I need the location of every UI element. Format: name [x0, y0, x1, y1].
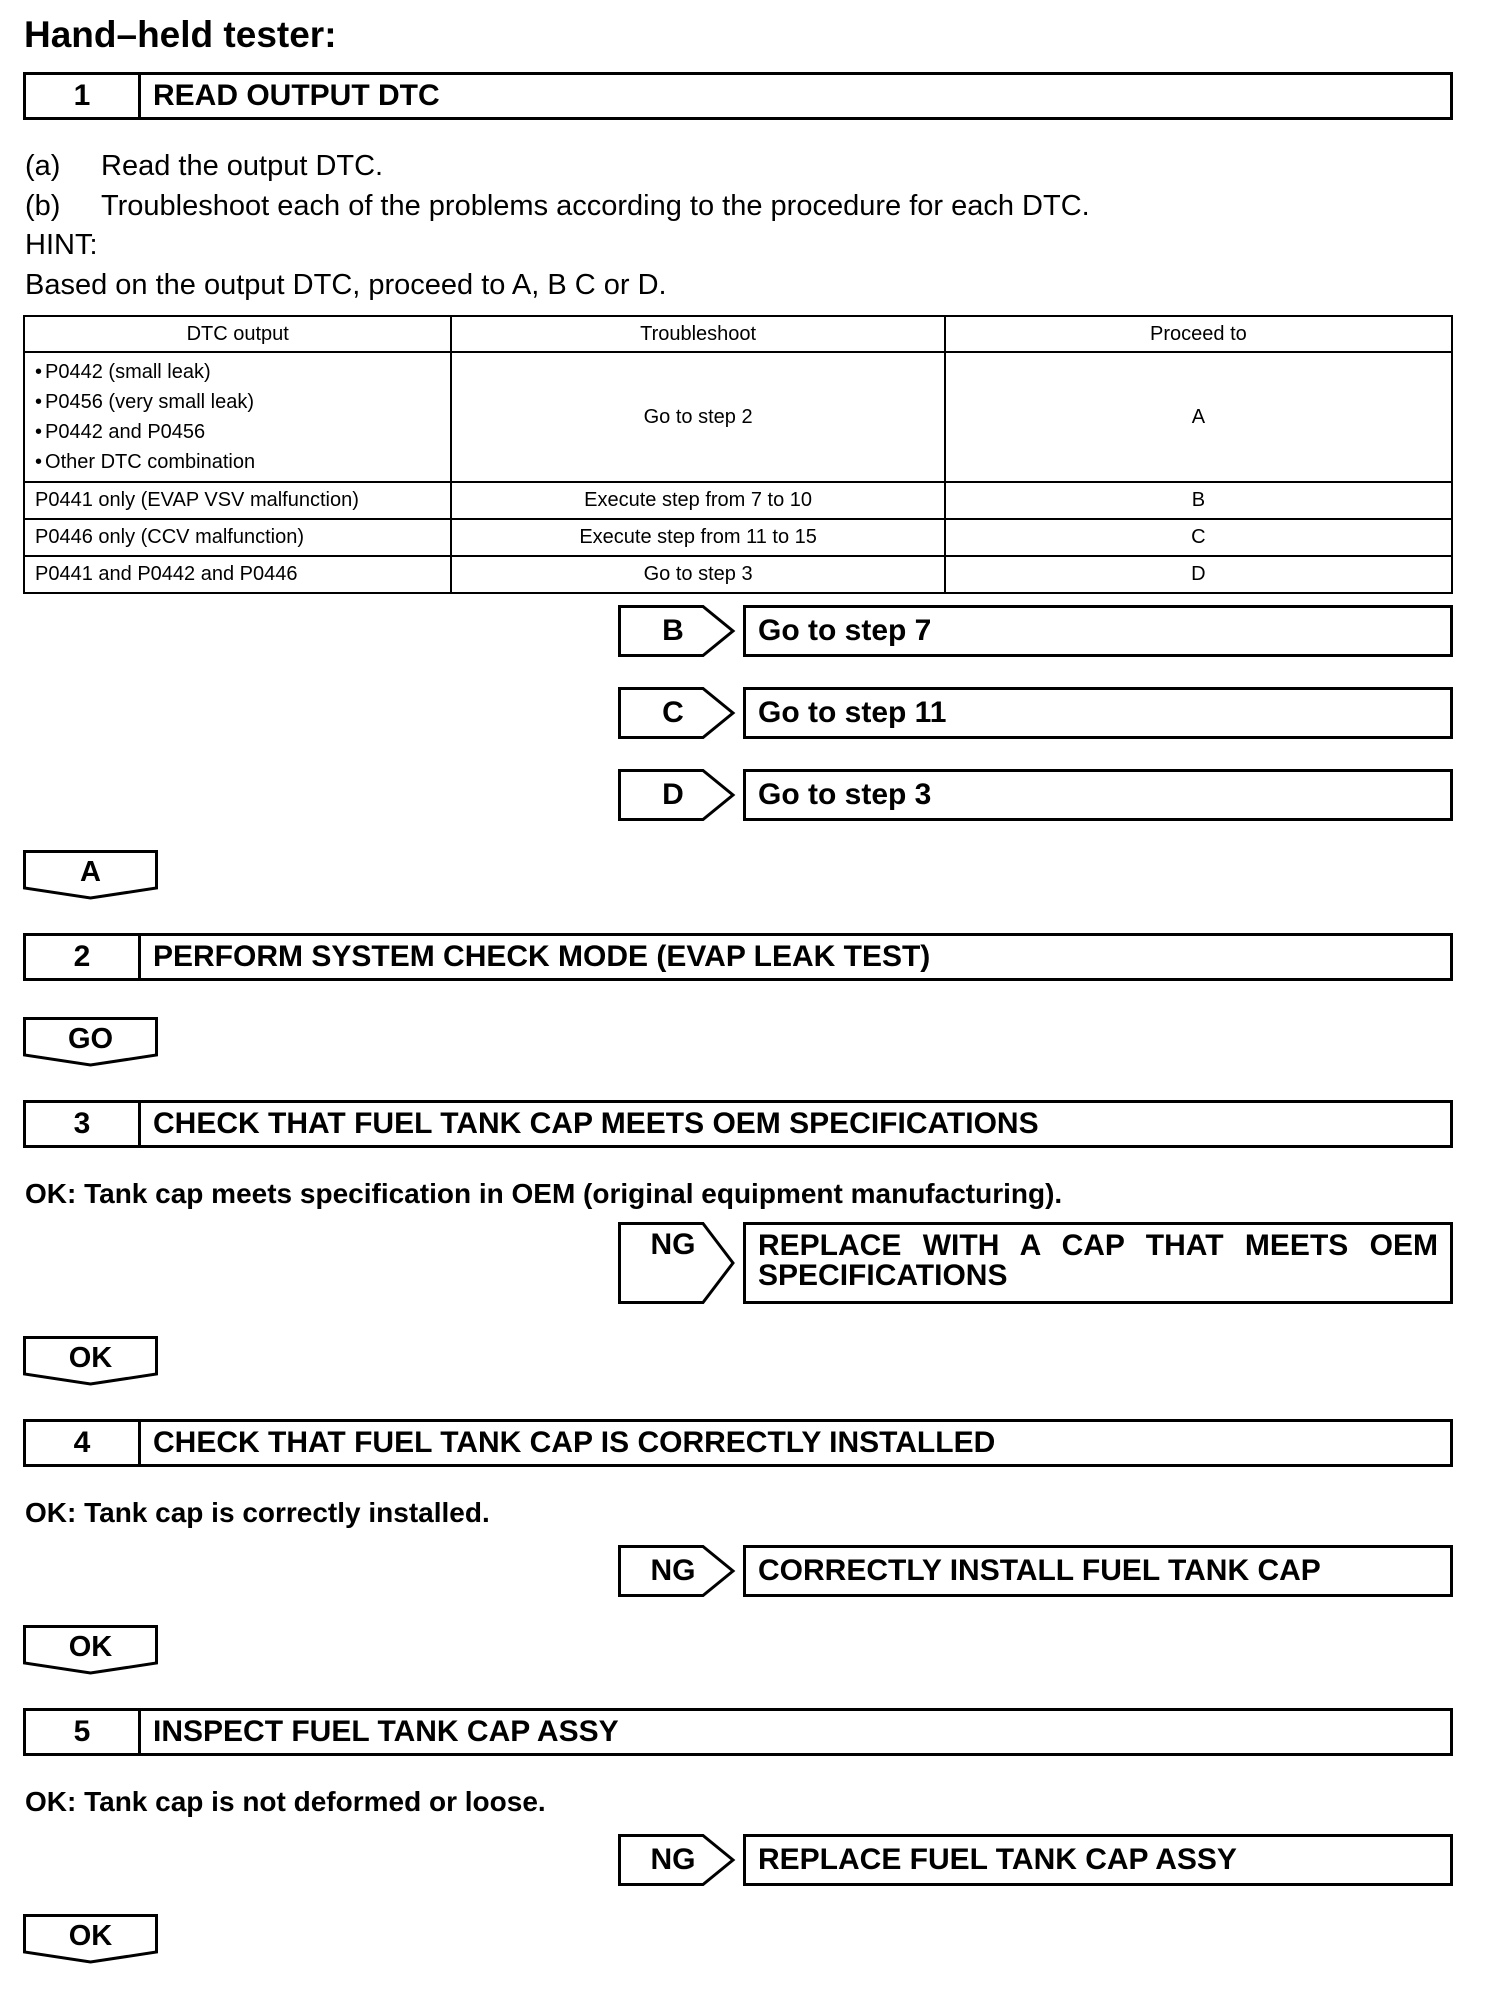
branch-result: CORRECTLY INSTALL FUEL TANK CAP	[743, 1545, 1453, 1597]
table-cell-dtc: P0441 and P0442 and P0446	[24, 556, 451, 593]
branch-c	[618, 687, 1453, 739]
branch-b	[618, 605, 1453, 657]
down-label: GO	[67, 1023, 114, 1055]
step-number: 3	[26, 1103, 141, 1145]
down-arrow-a	[23, 850, 158, 900]
ok-criteria: OK: Tank cap is correctly installed.	[25, 1497, 490, 1528]
table-header: Proceed to	[945, 316, 1452, 352]
down-label: OK	[68, 1342, 113, 1374]
instruction-label: (b)	[25, 190, 61, 222]
table-cell-proceed: C	[945, 519, 1452, 556]
branch-label: C	[662, 696, 684, 729]
ok-criteria: OK: Tank cap meets specification in OEM (original equipment manufacturing).	[25, 1178, 1063, 1209]
branch-ng	[618, 1545, 1453, 1597]
instruction-a	[25, 150, 383, 183]
table-header: DTC output	[24, 316, 451, 352]
table-cell-troubleshoot: Go to step 3	[451, 556, 944, 593]
branch-label: NG	[650, 1228, 696, 1261]
instruction-text: Read the output DTC.	[101, 150, 384, 182]
down-label: A	[80, 856, 101, 888]
step-title: CHECK THAT FUEL TANK CAP IS CORRECTLY INSTALLED	[153, 1426, 996, 1459]
dtc-bullet: • P0456 (very small leak)	[35, 387, 440, 417]
table-cell-troubleshoot: Execute step from 11 to 15	[451, 519, 944, 556]
branch-label: D	[662, 778, 684, 811]
step-number: 2	[26, 936, 141, 978]
branch-label: B	[662, 614, 684, 647]
down-label: OK	[68, 1631, 113, 1663]
down-arrow-ok	[23, 1625, 158, 1675]
table-cell-dtc	[24, 352, 451, 482]
step-title: INSPECT FUEL TANK CAP ASSY	[153, 1715, 619, 1748]
dtc-bullet: • P0442 (small leak)	[35, 357, 440, 387]
table-cell-troubleshoot: Go to step 2	[451, 352, 944, 482]
step-5-header	[23, 1708, 1453, 1756]
hint-text: Based on the output DTC, proceed to A, B C or D.	[25, 269, 667, 301]
instruction-label: (a)	[25, 150, 61, 182]
branch-result: Go to step 11	[743, 687, 1453, 739]
table-cell-proceed: A	[945, 352, 1452, 482]
step-title: PERFORM SYSTEM CHECK MODE (EVAP LEAK TEST)	[153, 940, 931, 973]
table-header-row	[24, 316, 1452, 352]
table-header: Troubleshoot	[451, 316, 944, 352]
page-title: Hand–held tester:	[24, 14, 337, 55]
step-title: READ OUTPUT DTC	[153, 79, 440, 112]
dtc-table	[23, 315, 1453, 594]
hint-label: HINT:	[25, 229, 98, 261]
table-cell-troubleshoot: Execute step from 7 to 10	[451, 482, 944, 519]
instruction-b	[25, 190, 1090, 223]
instruction-text: Troubleshoot each of the problems according to the procedure for each DTC.	[101, 190, 1090, 222]
dtc-bullet: • P0442 and P0456	[35, 417, 440, 447]
down-arrow-ok	[23, 1914, 158, 1964]
table-row	[24, 352, 1452, 482]
branch-result: REPLACE FUEL TANK CAP ASSY	[743, 1834, 1453, 1886]
table-cell-proceed: D	[945, 556, 1452, 593]
table-row	[24, 519, 1452, 556]
step-number: 4	[26, 1422, 141, 1464]
branch-ng	[618, 1834, 1453, 1886]
down-arrow-go	[23, 1017, 158, 1067]
branch-label: NG	[650, 1843, 696, 1876]
step-number: 1	[26, 75, 141, 117]
ok-criteria: OK: Tank cap is not deformed or loose.	[25, 1786, 546, 1817]
table-cell-dtc: P0441 only (EVAP VSV malfunction)	[24, 482, 451, 519]
table-row	[24, 482, 1452, 519]
step-3-header	[23, 1100, 1453, 1148]
branch-d	[618, 769, 1453, 821]
down-arrow-ok	[23, 1336, 158, 1386]
table-row	[24, 556, 1452, 593]
step-2-header	[23, 933, 1453, 981]
table-cell-dtc: P0446 only (CCV malfunction)	[24, 519, 451, 556]
dtc-bullet: • Other DTC combination	[35, 447, 440, 477]
branch-result: Go to step 3	[743, 769, 1453, 821]
step-title: CHECK THAT FUEL TANK CAP MEETS OEM SPECIFICATIONS	[153, 1107, 1039, 1140]
down-label: OK	[68, 1920, 113, 1952]
branch-result: Go to step 7	[743, 605, 1453, 657]
step-number: 5	[26, 1711, 141, 1753]
table-cell-proceed: B	[945, 482, 1452, 519]
step-1-header	[23, 72, 1453, 120]
branch-result: REPLACE WITH A CAP THAT MEETS OEM SPECIFICATIONS	[743, 1222, 1453, 1304]
step-4-header	[23, 1419, 1453, 1467]
branch-ng	[618, 1222, 1453, 1304]
branch-label: NG	[650, 1554, 696, 1587]
